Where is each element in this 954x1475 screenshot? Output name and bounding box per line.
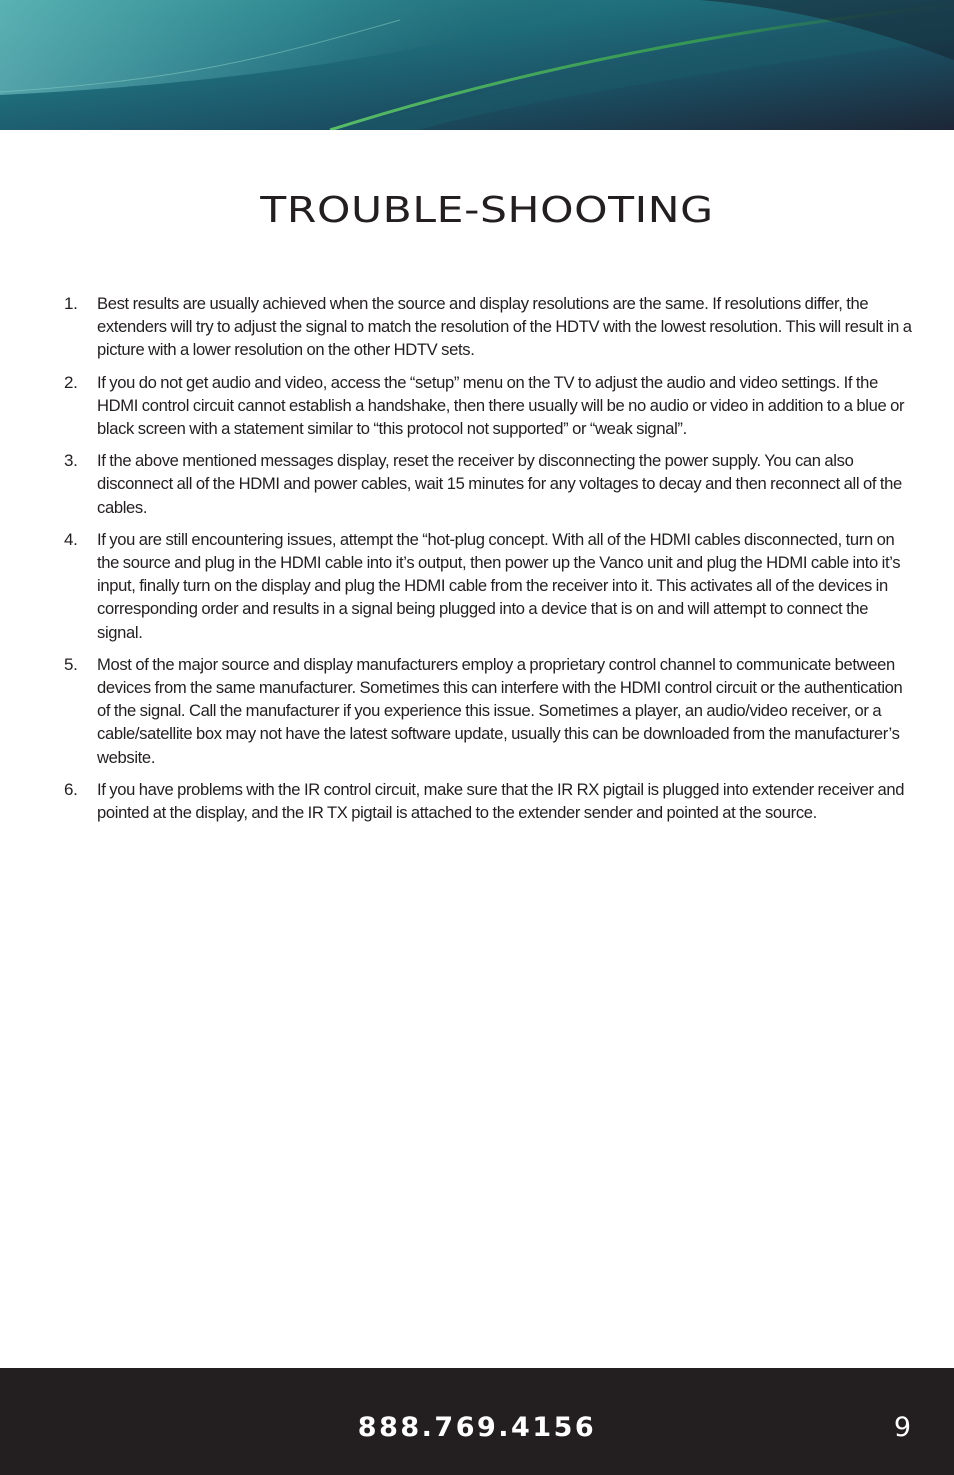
phone-number: 888.769.4156 <box>357 1412 597 1443</box>
troubleshooting-list <box>0 292 954 833</box>
step-text: If the above mentioned messages display, reset the receiver by disconnecting the power supply. You can also disconnect all of the HDMI and power cables, wait 15 minutes for any voltages to decay and then reconnect all of the cables. <box>97 451 902 517</box>
step-text: If you have problems with the IR control circuit, make sure that the IR RX pigtail is plugged into extender receiver and pointed at the display, and the IR TX pigtail is attached to the extender sender and pointed at the source. <box>97 779 905 823</box>
step-number: 6. <box>64 779 78 799</box>
list-item <box>0 778 954 824</box>
page-title: TROUBLE-SHOOTING <box>260 190 714 231</box>
step-number: 4. <box>64 529 78 549</box>
page-number: 9 <box>893 1412 911 1443</box>
footer-bar <box>0 1368 954 1475</box>
step-text: Best results are usually achieved when the source and display resolutions are the same. If resolutions differ, the extenders will try to adjust the signal to match the resolution of the HDTV with the lowest resolution. This will result in a picture with a lower resolution on the other HDTV sets. <box>97 294 912 360</box>
step-number: 5. <box>64 654 78 674</box>
banner-graphic <box>0 0 954 130</box>
step-text: If you are still encountering issues, attempt the “hot-plug concept. With all of the HDMI cables disconnected, turn on the source and plug in the HDMI cable into it’s output, then power up the Vanco unit and plug the HDMI cable into it’s input, finally turn on the display and plug the HDMI cable from the receiver into it. This activates all of the devices in corresponding order and results in a signal being plugged into a device that is on and will attempt to connect the signal. <box>97 529 901 642</box>
step-number: 1. <box>64 294 78 313</box>
list-item <box>0 292 954 362</box>
step-number: 2. <box>64 372 78 392</box>
list-item <box>0 371 954 441</box>
step-number: 3. <box>64 451 78 471</box>
list-item <box>0 449 954 519</box>
header-banner <box>0 0 954 130</box>
step-text: Most of the major source and display manufacturers employ a proprietary control channel to communicate between devices from the same manufacturer. Sometimes this can interfere with the HDMI control circuit or the authentication of the signal. Call the manufacturer if you experience this issue. Sometimes a player, an audio/video receiver, or a cable/satellite box may not have the latest software update, usually this can be downloaded from the manufacturer’s website. <box>97 654 903 767</box>
list-item <box>0 653 954 769</box>
step-text: If you do not get audio and video, access the “setup” menu on the TV to adjust the audio and video settings. If the HDMI control circuit cannot establish a handshake, then there usually will be no audio or video in addition to a blue or black screen with a statement similar to “this protocol not supported” or “weak signal”. <box>97 372 905 439</box>
list-item <box>0 528 954 644</box>
